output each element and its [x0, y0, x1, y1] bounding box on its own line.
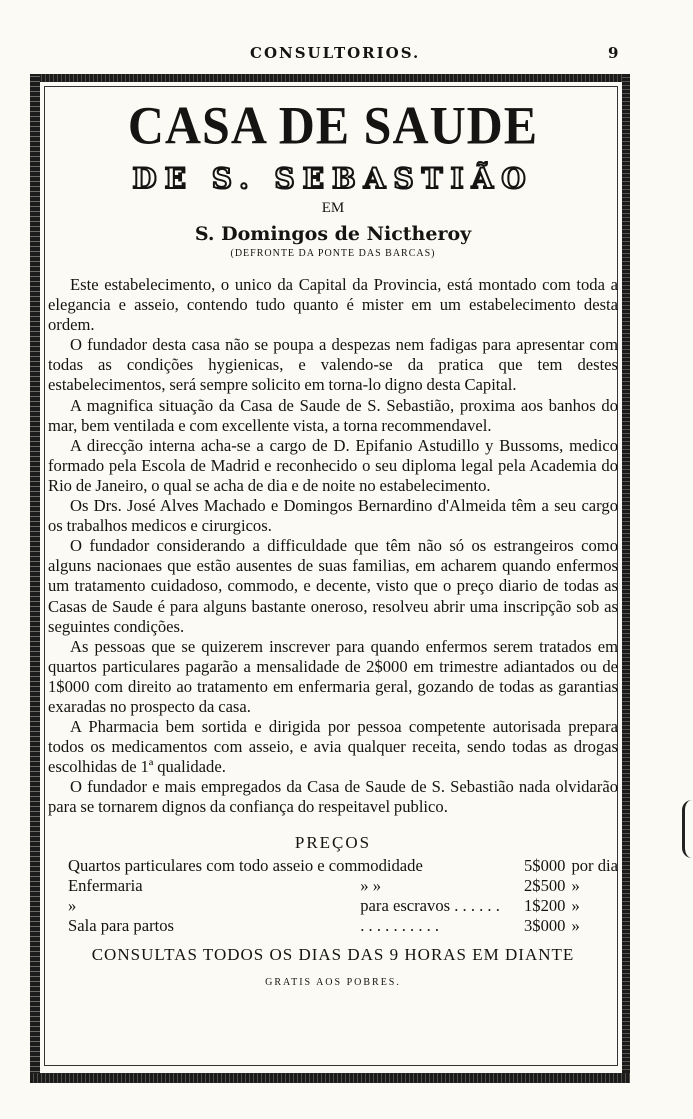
- price-item: Enfermaria: [68, 875, 143, 895]
- paragraph: O fundador desta casa não se poupa a despezas nem fadigas para apresentar com todas as condições hygienicas, e valendo-se da pratica que tem destes estabelecimentos, será sempre solicito em torna-lo digno desta Capital.: [48, 335, 618, 395]
- page-edge-mark: [682, 800, 693, 858]
- prices-heading: PREÇOS: [294, 832, 372, 852]
- price-row: [48, 876, 618, 896]
- paragraph: O fundador e mais empregados da Casa de Saude de S. Sebastião nada olvidarão para se tornarem dignos da confiança do respeitavel publico.: [48, 777, 618, 817]
- price-item: Sala para partos: [68, 915, 174, 935]
- price-amount: 2$500: [523, 875, 566, 895]
- price-sub: » »: [360, 875, 381, 895]
- price-unit: »: [571, 915, 580, 935]
- paragraph: Este estabelecimento, o unico da Capital da Provincia, está montado com toda a elegancia e asseio, contendo tudo quanto é mister em um estabelecimento desta ordem.: [48, 275, 618, 335]
- paragraph: A Pharmacia bem sortida e dirigida por pessoa competente autorisada prepara todos os medicamentos com asseio, e avia qualquer receita, sendo todas as drogas escolhidas de 1ª qualidade.: [48, 717, 618, 777]
- price-unit: »: [571, 895, 580, 915]
- price-amount: 5$000: [523, 855, 566, 875]
- ad-connector: EM: [321, 200, 345, 216]
- ad-title: CASA DE SAUDE: [127, 94, 539, 156]
- border-left: [30, 74, 40, 1083]
- price-sub: para escravos . . . . . .: [360, 895, 500, 915]
- price-unit: por dia: [571, 855, 618, 875]
- border-top: [30, 74, 630, 82]
- running-head: [0, 44, 693, 66]
- ad-subtitle: DE S. SEBASTIÃO: [132, 162, 534, 195]
- price-amount: 3$000: [523, 915, 566, 935]
- price-sub: . . . . . . . . . .: [360, 915, 440, 935]
- ad-location-note: (DEFRONTE DA PONTE DAS BARCAS): [230, 248, 436, 259]
- border-bottom: [30, 1073, 630, 1083]
- price-row: [48, 916, 618, 936]
- ad-location: S. Domingos de Nictheroy: [194, 223, 472, 245]
- paragraph: Os Drs. José Alves Machado e Domingos Bernardino d'Almeida têm a seu cargo os trabalhos medicos e cirurgicos.: [48, 496, 618, 536]
- ad-body: [48, 275, 618, 818]
- price-row: [48, 896, 618, 916]
- paragraph: O fundador considerando a difficuldade que têm não só os estrangeiros como alguns nacionaes que estão ausentes de suas familias, em acharem quando enfermos um tratamento cuidadoso, commodo, e decente, visto que o preço diario de todas as Casas de Saude é para alguns bastante oneroso, resolveu abrir uma inscripção sob as seguintes condições.: [48, 536, 618, 636]
- running-title: CONSULTORIOS.: [250, 44, 421, 62]
- advertisement: [48, 90, 618, 990]
- paragraph: A magnifica situação da Casa de Saude de S. Sebastião, proxima aos banhos do mar, bem ventilada e com excellente vista, a torna recommendavel.: [48, 395, 618, 435]
- price-item: »: [68, 895, 77, 915]
- price-amount: 1$200: [523, 895, 566, 915]
- border-right: [622, 74, 630, 1083]
- page-number: 9: [608, 44, 619, 62]
- consultation-hours: CONSULTAS TODOS OS DIAS DAS 9 HORAS EM DIANTE: [91, 944, 575, 964]
- paragraph: A direcção interna acha-se a cargo de D. Epifanio Astudillo y Bussoms, medico formado pela Escola de Madrid e reconhecido o seu diploma legal pela Academia do Rio de Janeiro, o qual se acha de dia e de noite no estabelecimento.: [48, 435, 618, 495]
- price-table: [48, 856, 618, 936]
- paragraph: As pessoas que se quizerem inscrever para quando enfermos serem tratados em quartos particulares pagarão a mensalidade de 2$000 em trimestre adiantados ou de 1$000 com direito ao tratamento em enfermaria geral, gozando de todas as garantias exaradas no prospecto da casa.: [48, 636, 618, 716]
- gratis-note: GRATIS AOS POBRES.: [265, 976, 401, 988]
- price-row: [48, 856, 618, 876]
- price-item: Quartos particulares com todo asseio e commodidade: [68, 855, 423, 875]
- price-unit: »: [571, 875, 580, 895]
